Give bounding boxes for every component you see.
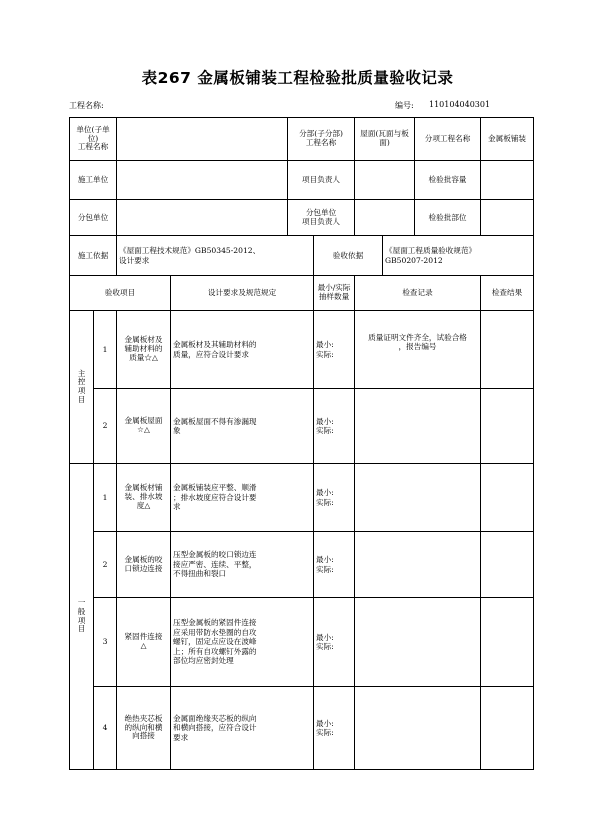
general-item-result[interactable]: [481, 532, 534, 598]
division-name-value[interactable]: 屋面(瓦面与板 面): [355, 118, 415, 161]
subcontractor-value[interactable]: [117, 200, 288, 236]
main-item-name: 金属板屋面 ☆△: [117, 389, 171, 464]
main-item-record[interactable]: 质量证明文件齐全，试验合格 ，报告编号: [355, 311, 481, 389]
main-item-requirement: 金属板材及其辅助材料的 质量，应符合设计要求: [171, 311, 314, 389]
general-item-no: 3: [94, 598, 117, 687]
general-item-no: 4: [94, 687, 117, 770]
batch-location-value[interactable]: [481, 200, 534, 236]
constructor-value[interactable]: [117, 161, 288, 200]
general-item-requirement: 金属板铺装应平整、顺滑 ；排水坡度应符合设计要 求: [171, 464, 314, 532]
main-item-no: 2: [94, 389, 117, 464]
general-item-no: 2: [94, 532, 117, 598]
acceptance-basis-label: 验收依据: [314, 236, 383, 276]
unit-name-value[interactable]: [117, 118, 288, 161]
general-item-sampling[interactable]: 最小: 实际:: [314, 687, 355, 770]
general-item-sampling[interactable]: 最小: 实际:: [314, 598, 355, 687]
main-group-label: 主 控 项 目: [70, 311, 94, 464]
batch-capacity-label: 检验批容量: [415, 161, 481, 200]
general-group-label: 一 般 项 目: [70, 464, 94, 770]
constructor-label: 施工单位: [70, 161, 117, 200]
acceptance-basis-value: 《屋面工程质量验收规范》 GB50207-2012: [383, 236, 534, 276]
unit-name-label: 单位(子单位) 工程名称: [70, 118, 117, 161]
general-item-name: 金属板的咬 口锁边连接: [117, 532, 171, 598]
col-header-sampling: 最小/实际 抽样数量: [314, 276, 355, 311]
sub-manager-label: 分包单位 项目负责人: [288, 200, 355, 236]
general-item-result[interactable]: [481, 598, 534, 687]
general-item-requirement: 压型金属板的咬口锁边连 接应严密、连续、平整， 不得扭曲和裂口: [171, 532, 314, 598]
project-manager-value[interactable]: [355, 161, 415, 200]
col-header-record: 检查记录: [355, 276, 481, 311]
division-name-label: 分部(子分部) 工程名称: [288, 118, 355, 161]
general-item-name: 金属板材铺 装、排水坡 度△: [117, 464, 171, 532]
col-header-result: 检查结果: [481, 276, 534, 311]
main-item-requirement: 金属板屋面不得有渗漏现 象: [171, 389, 314, 464]
general-item-record[interactable]: [355, 598, 481, 687]
general-item-record[interactable]: [355, 687, 481, 770]
main-item-record[interactable]: [355, 389, 481, 464]
general-item-sampling[interactable]: 最小: 实际:: [314, 532, 355, 598]
general-item-requirement: 压型金属板的紧固件连接 应采用带防水垫圈的自攻 螺钉，固定点应设在波峰 上；所有自攻螺钉外露的 部位均应密封处理: [171, 598, 314, 687]
page-title: 表267 金属板铺装工程检验批质量验收记录: [141, 69, 454, 87]
subitem-name-value[interactable]: 金属板铺装: [481, 118, 534, 161]
main-item-result[interactable]: [481, 389, 534, 464]
general-item-name: 紧固件连接 △: [117, 598, 171, 687]
number-label: 编号:: [395, 101, 414, 110]
basis-value: 《屋面工程技术规范》GB50345-2012、 设计要求: [117, 236, 314, 276]
general-item-sampling[interactable]: 最小: 实际:: [314, 464, 355, 532]
sub-manager-value[interactable]: [355, 200, 415, 236]
inspection-record-table: [69, 117, 534, 770]
main-item-name: 金属板材及 辅助材料的 质量☆△: [117, 311, 171, 389]
basis-label: 施工依据: [70, 236, 117, 276]
general-item-name: 绝热夹芯板 的纵向和横 向搭接: [117, 687, 171, 770]
col-header-item: 验收项目: [70, 276, 171, 311]
main-item-no: 1: [94, 311, 117, 389]
col-header-requirement: 设计要求及规范规定: [171, 276, 314, 311]
batch-location-label: 检验批部位: [415, 200, 481, 236]
project-manager-label: 项目负责人: [288, 161, 355, 200]
general-item-requirement: 金属面绝缘夹芯板的纵向 和横向搭接，应符合设计 要求: [171, 687, 314, 770]
general-item-record[interactable]: [355, 532, 481, 598]
general-item-result[interactable]: [481, 464, 534, 532]
general-item-record[interactable]: [355, 464, 481, 532]
subcontractor-label: 分包单位: [70, 200, 117, 236]
batch-capacity-value[interactable]: [481, 161, 534, 200]
project-name-label: 工程名称:: [69, 101, 104, 110]
main-item-sampling[interactable]: 最小: 实际:: [314, 311, 355, 389]
general-item-result[interactable]: [481, 687, 534, 770]
number-value: 110104040301: [429, 100, 491, 109]
general-item-no: 1: [94, 464, 117, 532]
main-item-result[interactable]: [481, 311, 534, 389]
subitem-name-label: 分项工程名称: [415, 118, 481, 161]
main-item-sampling[interactable]: 最小: 实际:: [314, 389, 355, 464]
